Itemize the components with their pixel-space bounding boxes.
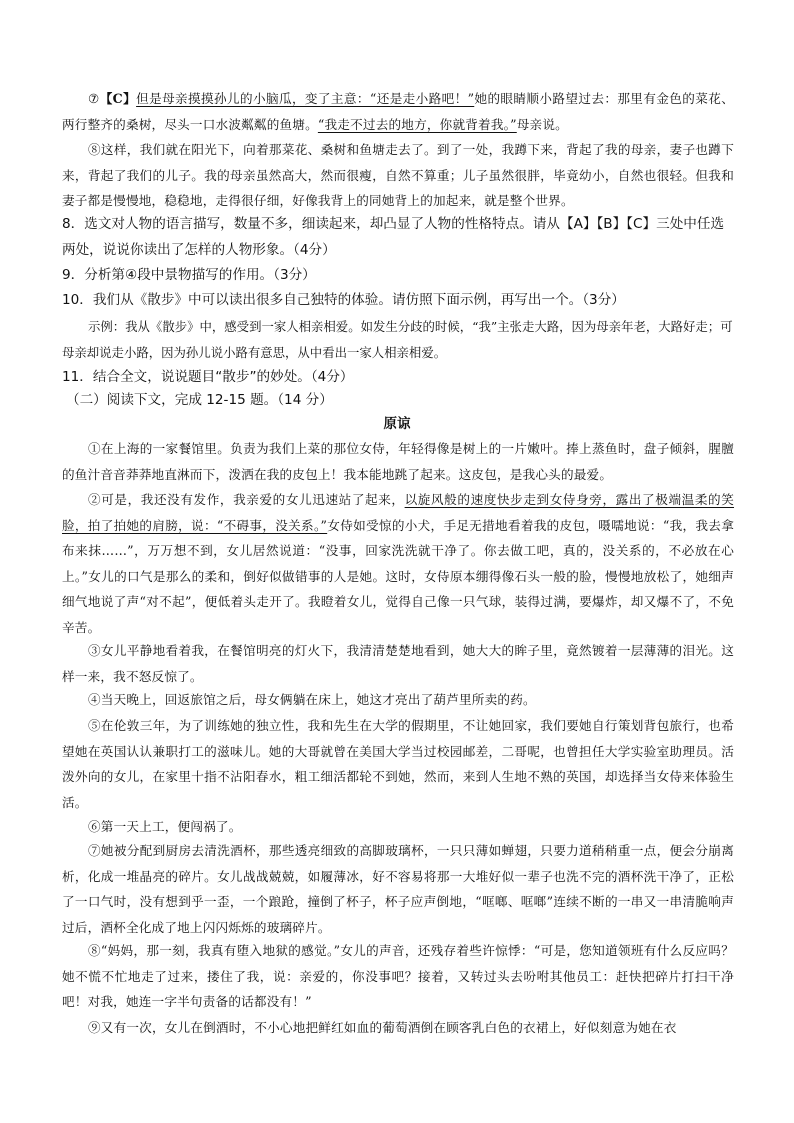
passage-b-paragraph-6: ⑥第一天上工，便闯祸了。 bbox=[88, 819, 242, 834]
question-10-example: 示例：我从《散步》中，感受到一家人相亲相爱。如发生分歧的时候，“我”主张走大路，因为母亲年老，大路好走；可母亲却说走小路，因为孙儿说小路有意思，从中看出一家人相亲相爱。 bbox=[62, 319, 733, 360]
passage-b-paragraph-5: ⑤在伦敦三年，为了训练她的独立性，我和先生在大学的假期里，不让她回家，我们要她自行策划背包旅行，也希望她在英国认认兼职打工的滋味儿。她的大哥就曾在美国大学当过校园邮差，二哥呢，也曾担任大学实验室助理员。活泼外向的女儿，在家里十指不沾阳春水，粗工细活都轮不到她，然而，来到人生地不熟的英国，却选择当女侍来体验生活。 bbox=[62, 718, 734, 810]
paragraph-text: 她的眼睛顺小路望过去：那里有金色的菜花、两行整齐的桑树，尽头一口水波粼粼的鱼塘。 bbox=[62, 91, 735, 132]
passage-b-paragraph-1: ①在上海的一家餐馆里。负责为我们上菜的那位女侍，年轻得像是树上的一片嫩叶。捧上蒸鱼时，盘子倾斜，腥膻的鱼汁音音莽莽地直淋而下，泼洒在我的皮包上！我本能地跳了起来。这皮包，是我心头的最爱。 bbox=[62, 441, 734, 482]
passage-a-paragraph-8: ⑧这样，我们就在阳光下，向着那菜花、桑树和鱼塘走去了。到了一处，我蹲下来，背起了我的母亲，妻子也蹲下来，背起了我们的儿子。我的母亲虽然高大，然而很瘦，自然不算重；儿子虽然很胖，毕竟幼小，自然也很轻。但我和妻子都是慢慢地，稳稳地，走得很仔细，好像我背上的同她背上的加起来，就是整个世界。 bbox=[62, 142, 734, 208]
passage-b-paragraph-7: ⑦她被分配到厨房去清洗酒杯，那些透亮细致的高脚玻璃杯，一只只薄如蝉翅，只要力道稍稍重一点，便会分崩离析，化成一堆晶亮的碎片。女儿战战兢兢，如履薄冰，好不容易将那一大堆好似一辈子也洗不完的酒杯洗干净了，正松了一口气时，没有想到乎一歪，一个踉跄，撞倒了杯子，杯子应声倒地，“哐啷、哐啷”连续不断的一串又一串清脆响声过后，酒杯全化成了地上闪闪烁烁的玻璃碎片。 bbox=[62, 843, 734, 935]
passage-a-paragraph-7 bbox=[62, 86, 734, 137]
passage-title: 原谅 bbox=[383, 416, 411, 432]
question-8: 8．选文对人物的语言描写，数量不多，细读起来，却凸显了人物的性格特点。请从【A】【B】【C】三处中任选两处，说说你读出了怎样的人物形象。（4分） bbox=[62, 216, 725, 258]
paragraph-text: 母亲说。 bbox=[516, 116, 568, 132]
question-10: 10．我们从《散步》中可以读出很多自己独特的体验。请仿照下面示例，再写出一个。（3分） bbox=[62, 292, 625, 308]
passage-b-paragraph-8: ⑧“妈妈，那一刻，我真有堕入地狱的感觉。”女儿的声音，还残存着些许惊悸：“可是，您知道领班有什么反应吗？她不慌不忙地走了过来，搂住了我，说：亲爱的，你没事吧？接着，又转过头去吩咐其他员工：赶快把碎片打扫干净吧！对我，她连一字半句责备的话都没有！” bbox=[62, 943, 734, 1009]
paragraph-text: ②可是，我还没有发作，我亲爱的女儿迅速站了起来， bbox=[88, 492, 405, 507]
underlined-quote-c: 但是母亲摸摸孙儿的小脑瓜，变了主意：“还是走小路吧！” bbox=[136, 91, 475, 106]
paragraph-number: ⑦ bbox=[88, 91, 100, 106]
passage-b-paragraph-3: ③女儿平静地看着我，在餐馆明亮的灯火下，我清清楚楚地看到，她大大的眸子里，竟然镀着一层薄薄的泪光。这样一来，我不怒反惊了。 bbox=[62, 643, 734, 684]
question-11: 11．结合全文，说说题目“散步”的妙处。（4分） bbox=[62, 369, 354, 385]
underlined-daughter-action: 以旋风般的速度快步走到女侍身旁，露出了极端温柔的笑脸，拍了拍她的肩膀，说：“不碍事，没关系。” bbox=[62, 492, 735, 533]
paragraph-text: 女侍如受惊的小犬，手足无措地看着我的皮包，嗫嚅地说：“我，我去拿布来抹……”，万万想不到，女儿居然说道：“没事，回家洗洗就干净了。你去做工吧，真的，没关系的，不必放在心上。”女儿的口气是那么的柔和，倒好似做错事的人是她。这时，女侍原本绷得像石头一般的脸，慢慢地放松了，她细声细气地说了声“对不起”，便低着头走开了。我瞪着女儿，觉得自己像一只气球，装得过满，要爆炸，却又爆不了，不免辛苦。 bbox=[62, 517, 734, 635]
question-9: 9．分析第④段中景物描写的作用。（3分） bbox=[62, 267, 316, 283]
marker-c: 【C】 bbox=[99, 91, 137, 106]
passage-b-paragraph-4: ④当天晚上，回返旅馆之后，母女俩躺在床上，她这才亮出了葫芦里所卖的药。 bbox=[88, 692, 536, 707]
underlined-quote-mother: “我走不过去的地方，你就背着我。” bbox=[317, 116, 517, 132]
section-two-heading: （二）阅读下文，完成 12-15 题。（14 分） bbox=[66, 392, 333, 408]
passage-b-paragraph-9: ⑨又有一次，女儿在倒酒时，不小心地把鲜红如血的葡萄酒倒在顾客乳白色的衣裙上，好似刻意为她在衣 bbox=[88, 1020, 677, 1035]
passage-b-paragraph-2 bbox=[62, 487, 734, 640]
